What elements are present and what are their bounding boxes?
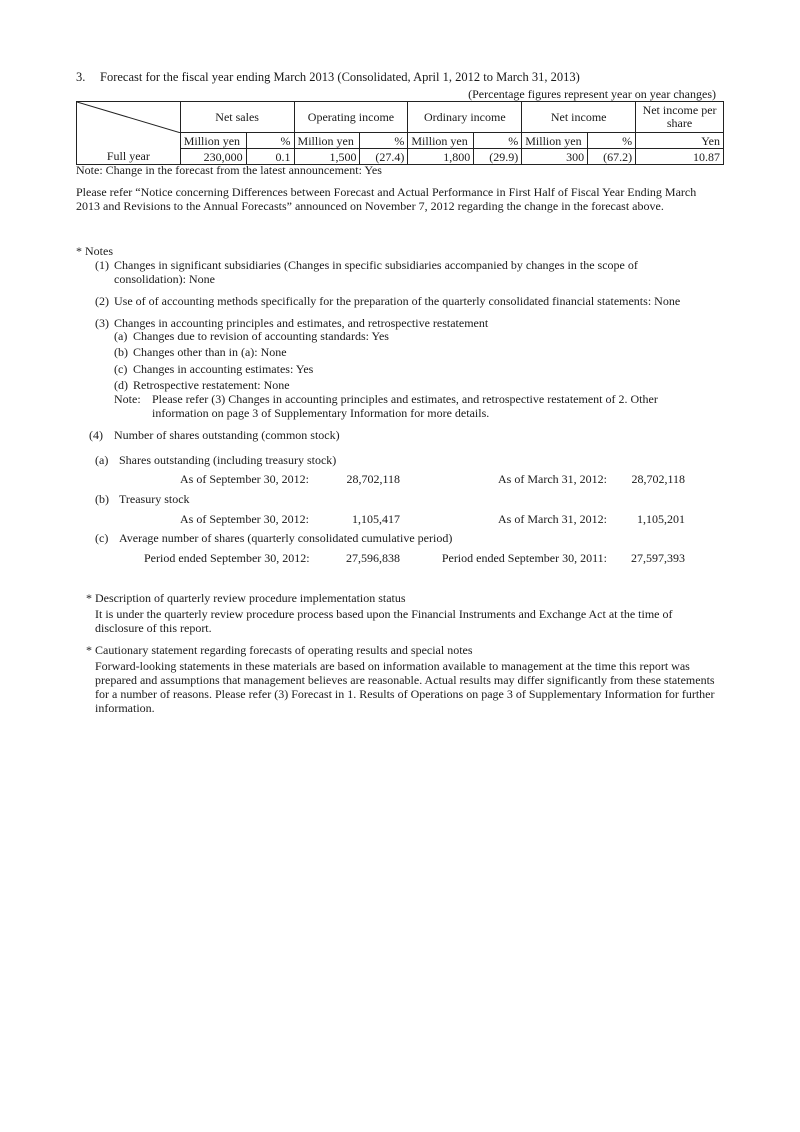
shares-a-mark: (a) <box>95 453 109 467</box>
note-3-note-text: Please refer (3) Changes in accounting principles and estimates, and retrospective restatement of 2. Other information on page 3 of Supplementary Information for more details. <box>152 392 658 420</box>
net-income-header: Net income <box>522 102 636 133</box>
caution-text: Forward-looking statements in these materials are based on information available to management at the time this report was prepared and assumptions that management believes are reasonable. Actual results may differ significantly from these statements for a number of reasons. Please refer (3) Forecast in 1. Results of Operations on page 3 of Supplementary Information for further information. <box>95 659 715 715</box>
note-4-text: Number of shares outstanding (common stock) <box>114 428 340 442</box>
note-3b-mark: (b) <box>114 345 128 359</box>
operating-income-pct-value: (27.4) <box>360 149 408 165</box>
units-row-label-cell <box>77 133 181 149</box>
shares-a-left-value: 28,702,118 <box>346 472 400 486</box>
percentage-note: (Percentage figures represent year on year changes) <box>468 87 716 101</box>
shares-b-right-value: 1,105,201 <box>637 512 685 526</box>
note-2-number: (2) <box>95 294 109 308</box>
note-3d-mark: (d) <box>114 378 128 392</box>
shares-c-left-label: Period ended September 30, 2012: <box>144 551 310 565</box>
shares-b-mark: (b) <box>95 492 109 506</box>
note-1-number: (1) <box>95 258 109 272</box>
note-3a-mark: (a) <box>114 329 128 343</box>
eps-value: 10.87 <box>636 149 724 165</box>
shares-a-left-label: As of September 30, 2012: <box>180 472 309 486</box>
net-income-value: 300 <box>522 149 588 165</box>
ordinary-income-value: 1,800 <box>408 149 474 165</box>
shares-c-left-value: 27,596,838 <box>346 551 400 565</box>
unit-operating-income-pct: % <box>360 133 408 149</box>
review-text: It is under the quarterly review procedure process based upon the Financial Instruments and Exchange Act at the time of disclosure of this report. <box>95 607 673 635</box>
forecast-table <box>76 101 724 165</box>
unit-ordinary-income-pct: % <box>474 133 522 149</box>
unit-net-sales-pct: % <box>246 133 294 149</box>
unit-operating-income: Million yen <box>294 133 360 149</box>
unit-net-sales: Million yen <box>180 133 246 149</box>
unit-eps: Yen <box>636 133 724 149</box>
shares-c-right-value: 27,597,393 <box>631 551 685 565</box>
shares-c-label: Average number of shares (quarterly consolidated cumulative period) <box>119 531 453 545</box>
ordinary-income-header: Ordinary income <box>408 102 522 133</box>
note-1-text: Changes in significant subsidiaries (Changes in specific subsidiaries accompanied by changes in the scope of consolidation): None <box>114 258 638 286</box>
diagonal-corner-cell <box>77 102 181 133</box>
shares-b-label: Treasury stock <box>119 492 190 506</box>
operating-income-header: Operating income <box>294 102 408 133</box>
section-number: 3. <box>76 70 86 84</box>
refer-paragraph: Please refer “Notice concerning Differences between Forecast and Actual Performance in First Half of Fiscal Year Ending March 2013 and Revisions to the Annual Forecasts” announced on November 7, 2012 regarding the change in the forecast above. <box>76 185 697 213</box>
review-heading: * Description of quarterly review procedure implementation status <box>86 591 406 605</box>
notes-heading: * Notes <box>76 244 113 258</box>
note-3a-text: Changes due to revision of accounting standards: Yes <box>133 329 389 343</box>
full-year-label: Full year <box>77 149 181 165</box>
shares-b-left-label: As of September 30, 2012: <box>180 512 309 526</box>
net-sales-pct-value: 0.1 <box>246 149 294 165</box>
note-3d-text: Retrospective restatement: None <box>133 378 290 392</box>
shares-c-mark: (c) <box>95 531 109 545</box>
unit-net-income-pct: % <box>588 133 636 149</box>
net-sales-value: 230,000 <box>180 149 246 165</box>
eps-header: Net income per share <box>636 102 724 133</box>
shares-a-label: Shares outstanding (including treasury stock) <box>119 453 337 467</box>
shares-b-right-label: As of March 31, 2012: <box>498 512 607 526</box>
caution-heading: * Cautionary statement regarding forecasts of operating results and special notes <box>86 643 473 657</box>
unit-net-income: Million yen <box>522 133 588 149</box>
ordinary-income-pct-value: (29.9) <box>474 149 522 165</box>
note-3b-text: Changes other than in (a): None <box>133 345 287 359</box>
note-2-text: Use of of accounting methods specifically for the preparation of the quarterly consolidated financial statements: None <box>114 294 681 308</box>
shares-a-right-label: As of March 31, 2012: <box>498 472 607 486</box>
unit-ordinary-income: Million yen <box>408 133 474 149</box>
note-3c-mark: (c) <box>114 362 128 376</box>
net-income-pct-value: (67.2) <box>588 149 636 165</box>
diagonal-line <box>77 102 181 133</box>
note-3c-text: Changes in accounting estimates: Yes <box>133 362 314 376</box>
operating-income-value: 1,500 <box>294 149 360 165</box>
note-3-note-label: Note: <box>114 392 141 406</box>
section-title: Forecast for the fiscal year ending March 2013 (Consolidated, April 1, 2012 to March 31, 2013) <box>100 70 580 84</box>
shares-b-left-value: 1,105,417 <box>352 512 400 526</box>
forecast-change-note: Note: Change in the forecast from the latest announcement: Yes <box>76 163 382 177</box>
shares-c-right-label: Period ended September 30, 2011: <box>441 551 607 565</box>
note-3-number: (3) <box>95 316 109 330</box>
note-4-number: (4) <box>89 428 103 442</box>
net-sales-header: Net sales <box>180 102 294 133</box>
shares-a-right-value: 28,702,118 <box>631 472 685 486</box>
note-3-text: Changes in accounting principles and estimates, and retrospective restatement <box>114 316 489 330</box>
